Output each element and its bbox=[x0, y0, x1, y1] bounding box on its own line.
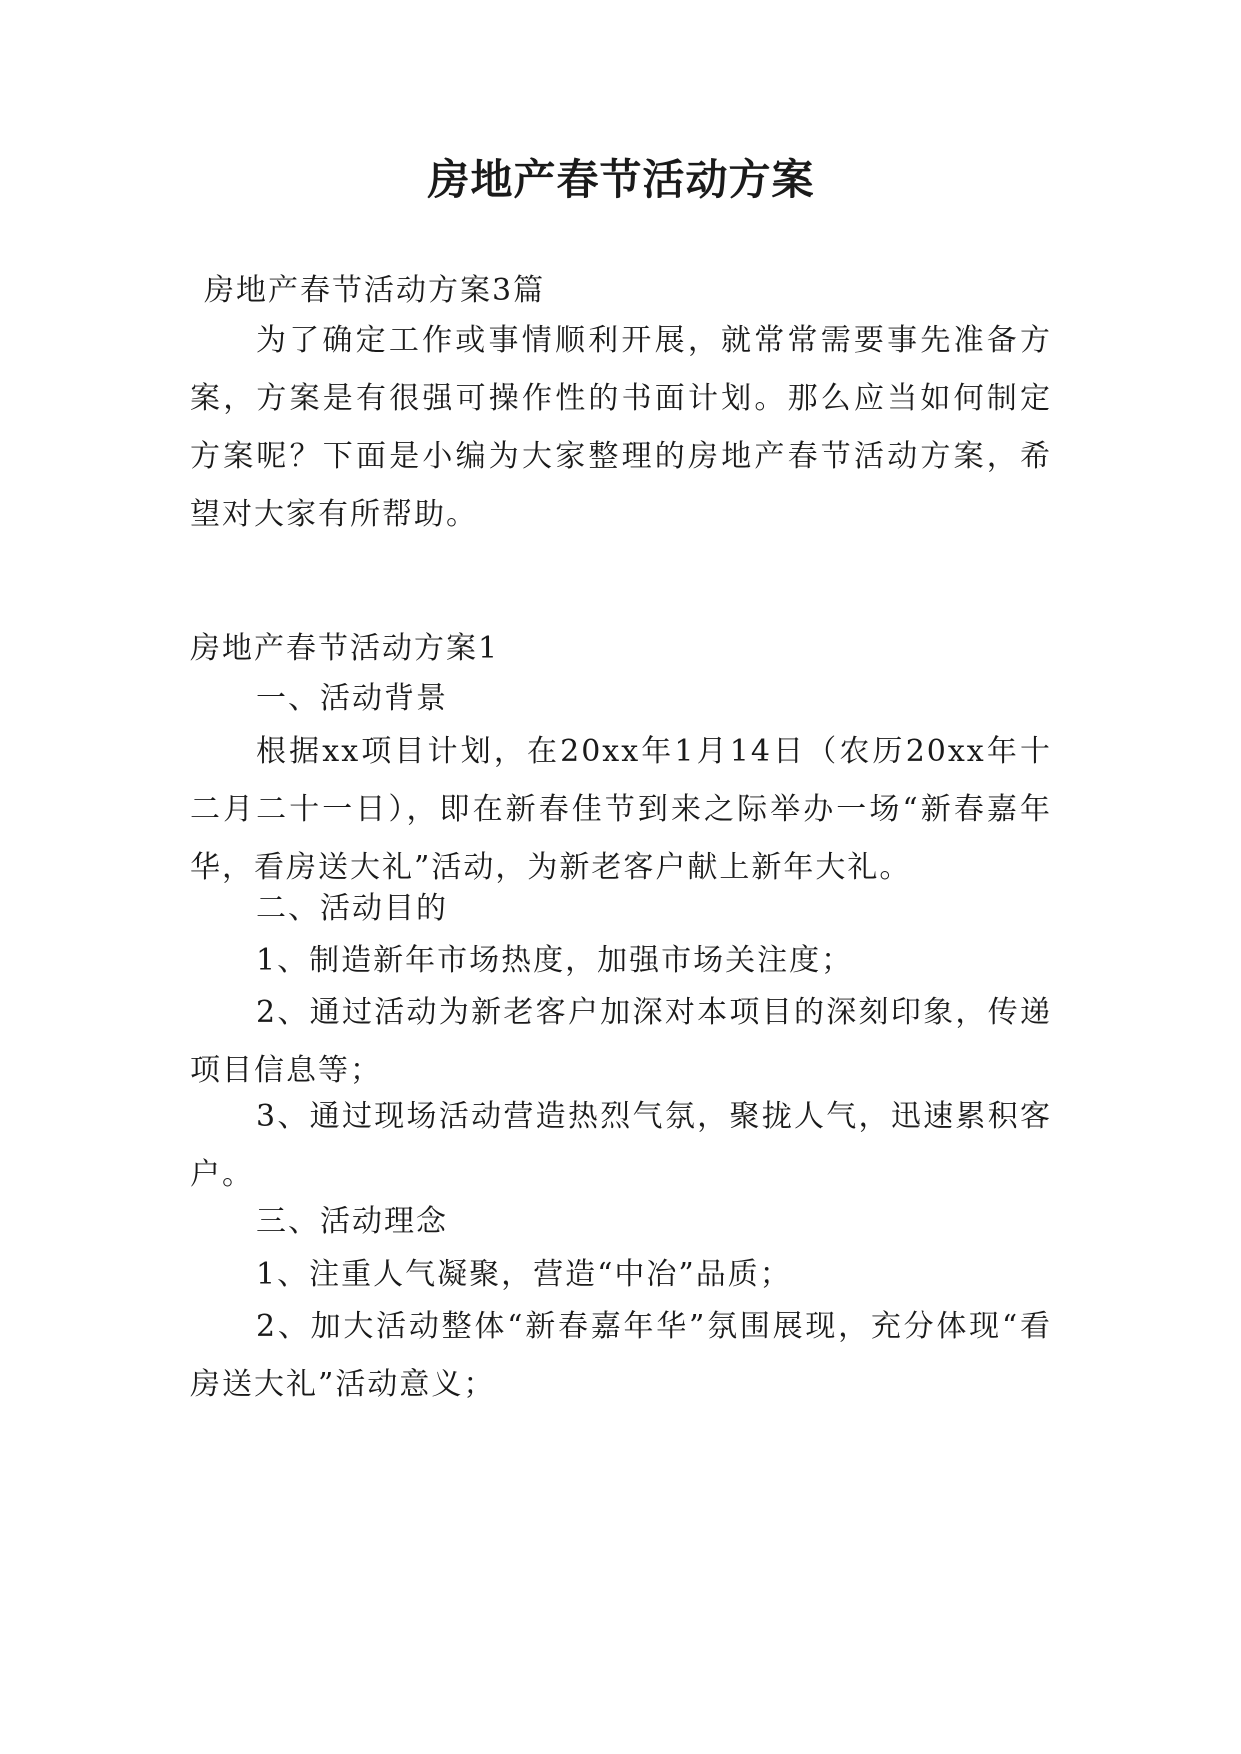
section-heading: 房地产春节活动方案1 bbox=[190, 631, 500, 666]
concept-heading: 三、活动理念 bbox=[256, 1204, 448, 1239]
purpose-item-2: 2、通过活动为新老客户加深对本项目的深刻印象，传递项目信息等； bbox=[190, 995, 1052, 1088]
document-subtitle: 房地产春节活动方案3篇 bbox=[204, 273, 546, 308]
purpose-item-1: 1、制造新年市场热度，加强市场关注度； bbox=[256, 943, 854, 978]
purpose-item-3: 3、通过现场活动营造热烈气氛，聚拢人气，迅速累积客户。 bbox=[190, 1099, 1052, 1192]
concept-item-1: 1、注重人气凝聚，营造“中冶”品质； bbox=[256, 1257, 792, 1292]
document-title: 房地产春节活动方案 bbox=[427, 155, 815, 204]
concept-item-2: 2、加大活动整体“新春嘉年华”氛围展现，充分体现“看房送大礼”活动意义； bbox=[190, 1309, 1052, 1402]
background-paragraph: 根据xx项目计划，在20xx年1月14日（农历20xx年十二月二十一日），即在新春佳节到来之际举办一场“新春嘉年华，看房送大礼”活动，为新老客户献上新年大礼。 bbox=[190, 734, 1052, 885]
intro-paragraph: 为了确定工作或事情顺利开展，就常常需要事先准备方案，方案是有很强可操作性的书面计划。那么应当如何制定方案呢？下面是小编为大家整理的房地产春节活动方案，希望对大家有所帮助。 bbox=[190, 323, 1052, 532]
purpose-heading: 二、活动目的 bbox=[256, 891, 448, 926]
background-heading: 一、活动背景 bbox=[256, 681, 448, 716]
